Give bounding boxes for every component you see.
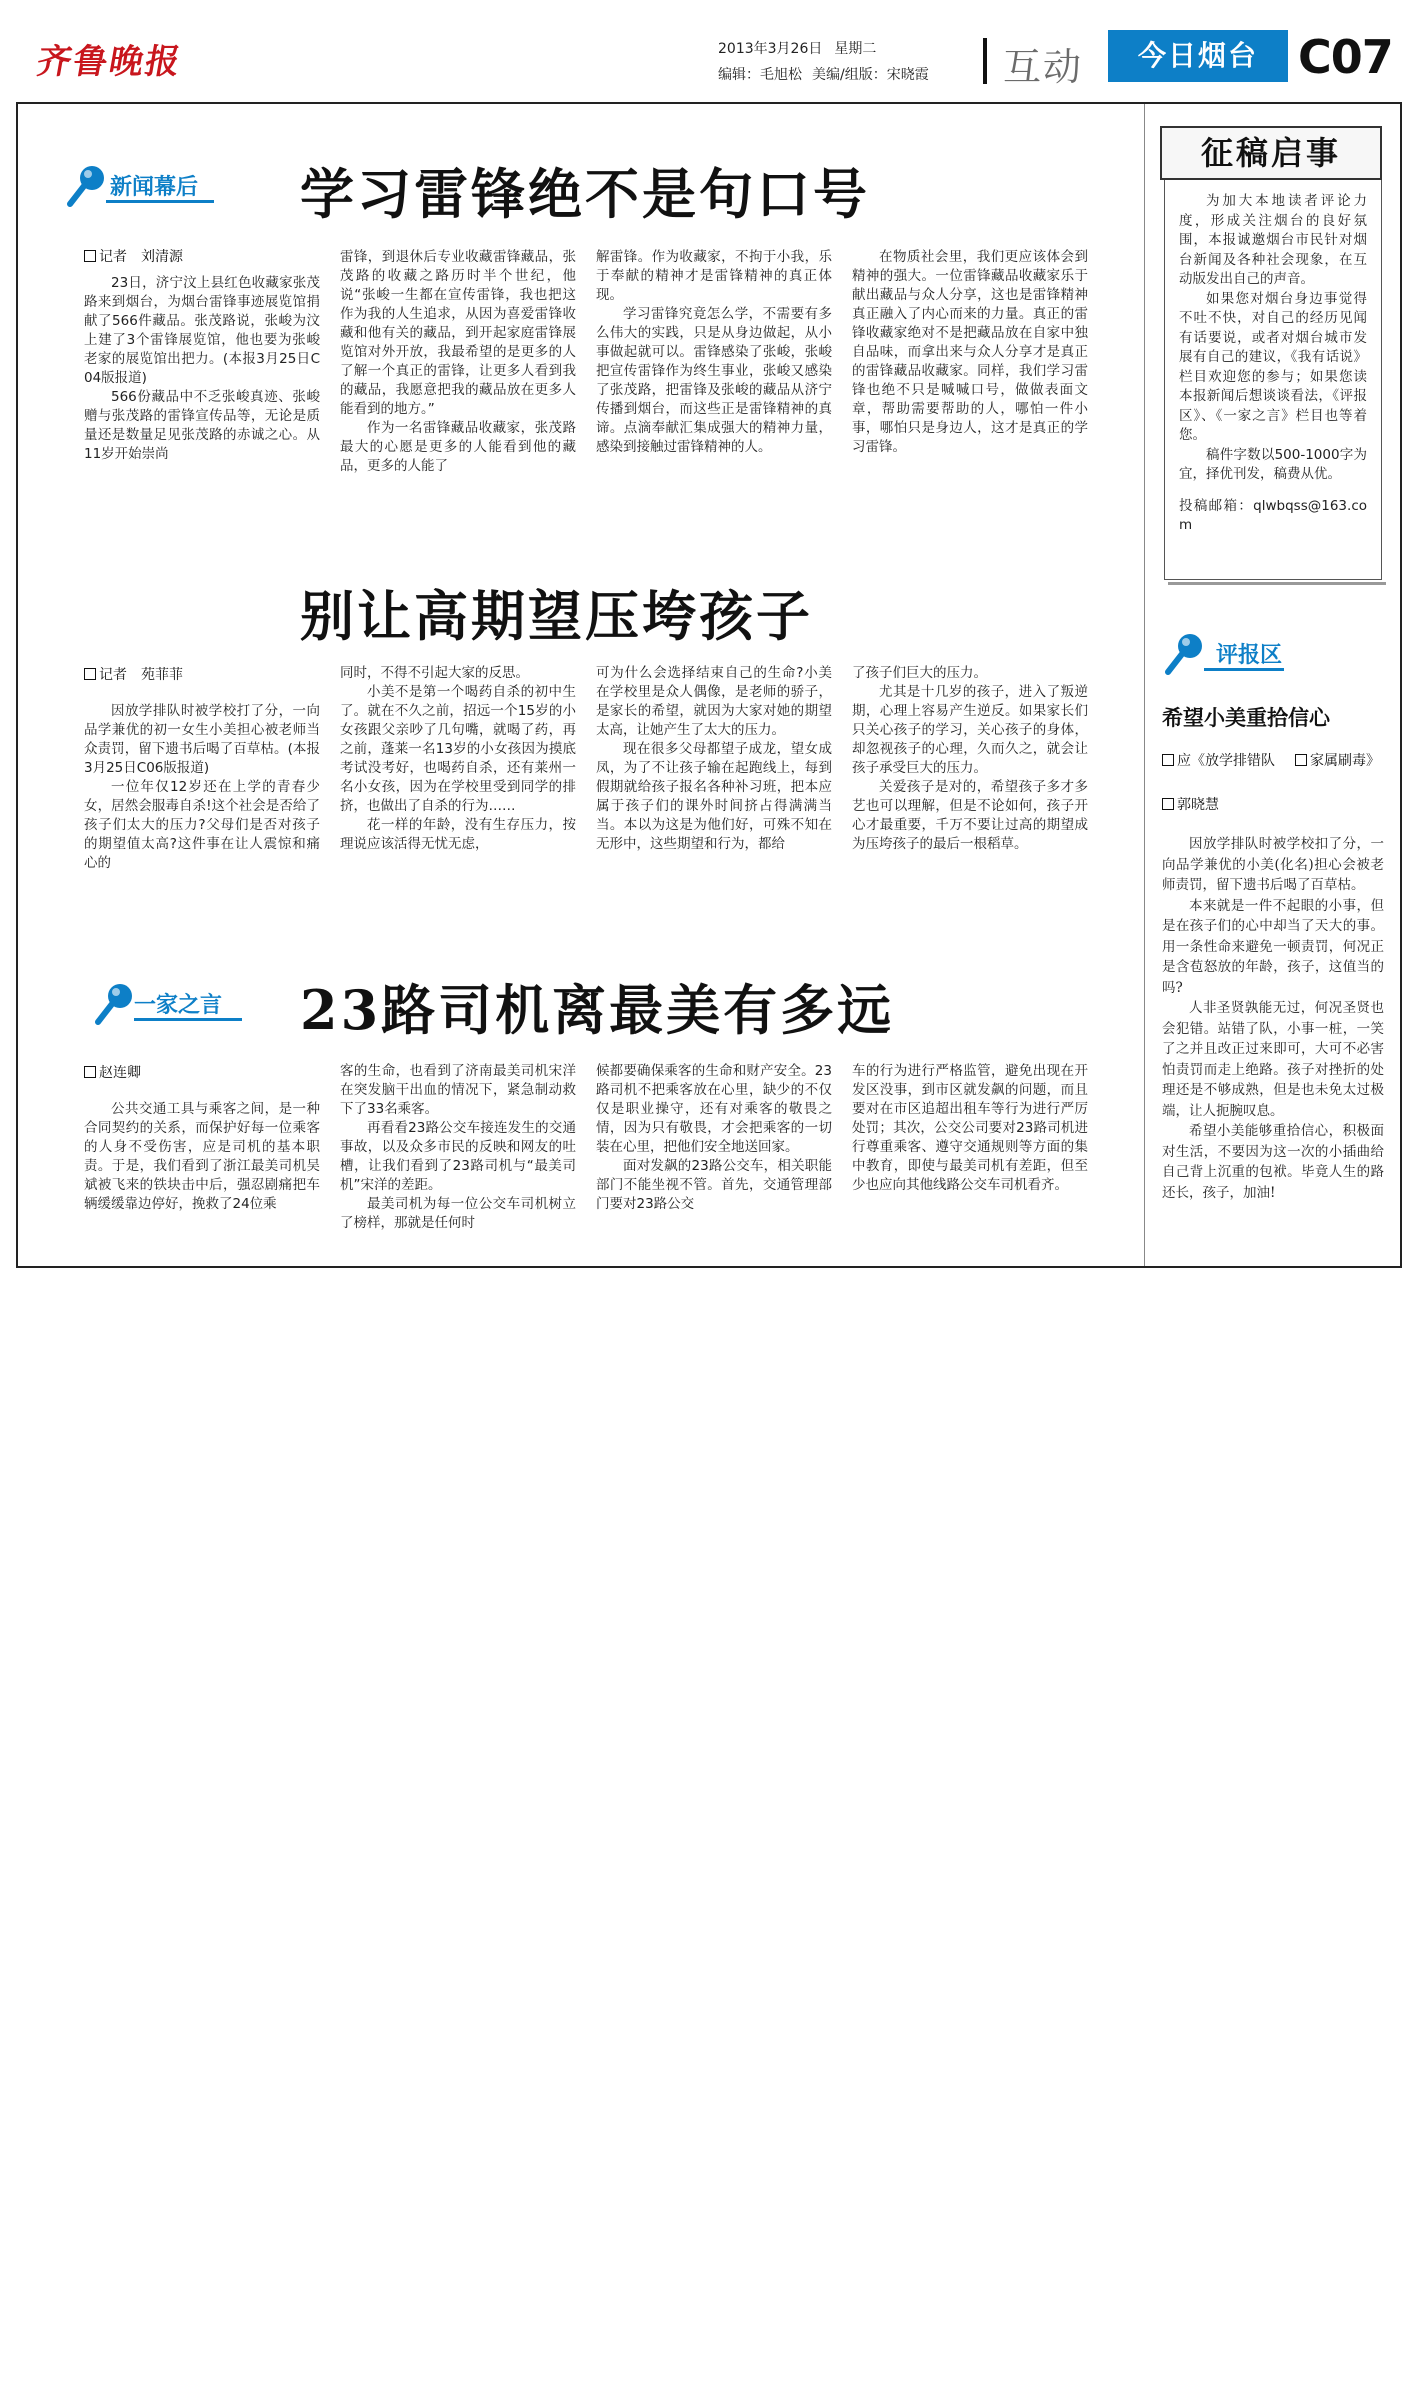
paragraph: 最美司机为每一位公交车司机树立了榜样，那就是任何时 — [340, 1196, 576, 1231]
paragraph: 公共交通工具与乘客之间，是一种合同契约的关系，而保护好每一位乘客的人身不受伤害，应是司机的基本职责。于是，我们看到了浙江最美司机吴斌被飞来的铁块击中后，强忍剧痛把车辆缓缓靠边停好，挽救了24位乘 — [84, 1101, 320, 1212]
call-for-papers-title: 征稿启事 — [1160, 126, 1382, 180]
article-1-column-4 — [852, 248, 1088, 457]
section-tag-label: 一家之言 — [134, 993, 223, 1018]
paragraph: 了孩子们巨大的压力。 — [852, 665, 987, 681]
paragraph: 雷锋，到退休后专业收藏雷锋藏品，张茂路的收藏之路历时半个世纪，他说“张峻一生都在宣传雷锋，我也把这作为我的人生追求，从因为喜爱雷锋收藏和他有关的藏品，到开起家庭雷锋展览馆对外开放，我最希望的是更多的人了解一个真正的雷锋，让更多人看到我的藏品，我愿意把我的藏品放在更多人能看到的地方。” — [340, 249, 576, 417]
paragraph: 小美不是第一个喝药自杀的初中生了。就在不久之前，招远一个15岁的小女孩跟父亲吵了几句嘴，就喝了药，再之前，蓬莱一名13岁的小女孩因为摸底考试没考好，也喝药自杀，还有莱州一名小女孩，因为在学校里受到同学的排挤，也做出了自杀的行为…… — [340, 684, 576, 814]
page-number: C07 — [1298, 30, 1393, 84]
article-3-column-3 — [596, 1062, 832, 1214]
section-tag-one-voice — [90, 978, 250, 1026]
paragraph: 关爱孩子是对的，希望孩子多才多艺也可以理解，但是不论如何，孩子开心才最重要，千万不要让过高的期望成为压垮孩子的最后一根稻草。 — [852, 779, 1088, 852]
paragraph: 面对发飙的23路公交车，相关职能部门不能坐视不管。首先，交通管理部门要对23路公交 — [596, 1158, 832, 1212]
headline-route-23-driver: 23路司机离最美有多远 — [300, 978, 895, 1042]
paragraph: 本来就是一件不起眼的小事，但是在孩子们的心中却当了天大的事。用一条性命来避免一顿责罚，何况正是含苞怒放的年龄，孩子，这值当的吗? — [1162, 897, 1384, 996]
issue-date — [718, 38, 888, 58]
paragraph: 23日，济宁汶上县红色收藏家张茂路来到烟台，为烟台雷锋事迹展览馆捐献了566件藏品。张茂路说，张峻为汶上建了3个雷锋展览馆，他也要为张峻老家的展览馆出把力。(本报3月25日C04版报道) — [84, 275, 320, 386]
reference-text: 家属刷毒》 — [1310, 753, 1380, 769]
date-text: 2013年3月26日 — [718, 41, 823, 57]
paragraph: 花一样的年龄，没有生存压力，按理说应该活得无忧无虑， — [340, 817, 576, 852]
editor-credit: 编辑：毛旭松 — [718, 67, 802, 83]
submission-email: 投稿邮箱：qlwbqss@163.com — [1179, 497, 1367, 533]
section-tag-underline — [106, 200, 214, 203]
paragraph: 作为一名雷锋藏品收藏家，张茂路最大的心愿是更多的人能看到他的藏品，更多的人能了 — [340, 420, 576, 474]
article-3-column-2 — [340, 1062, 576, 1233]
microphone-icon — [1160, 628, 1208, 676]
notice-paragraph: 如果您对烟台身边事觉得不吐不快，对自己的经历见闻有话要说，或者对烟台城市发展有自己的建议，《我有话说》栏目欢迎您的参与；如果您读本报新闻后想谈谈看法，《评报区》、《一家之言》栏目也等着您。 — [1179, 290, 1367, 443]
header-divider — [983, 38, 987, 84]
byline-article-2 — [84, 664, 183, 684]
byline-article-3 — [84, 1062, 141, 1082]
paragraph: 车的行为进行严格监管，避免出现在开发区没事，到市区就发飙的问题，而且要对在市区追超出租车等行为进行严厉处罚；其次，公交公司要对23路司机进行尊重乘客、遵守交通规则等方面的集中教育，即使与最美司机有差距，但至少也应向其他线路公交车司机看齐。 — [852, 1063, 1088, 1193]
microphone-icon — [90, 978, 138, 1026]
section-tag-news-behind — [62, 160, 222, 208]
notice-paragraph: 稿件字数以500-1000字为宜，择优刊发，稿费从优。 — [1179, 446, 1367, 482]
sidebar-divider — [1144, 104, 1145, 1266]
designer-credit: 美编/组版：宋晓霞 — [812, 67, 929, 83]
article-1-column-2 — [340, 248, 576, 476]
call-for-papers-box — [1164, 180, 1382, 580]
paragraph: 学习雷锋究竟怎么学，不需要有多么伟大的实践，只是从身边做起，从小事做起就可以。雷锋感染了张峻，张峻把宣传雷锋作为终生事业，张峻又感染了张茂路，把雷锋及张峻的藏品从济宁传播到烟台，而这些正是雷锋精神的真谛。点滴奉献汇集成强大的精神力量，感染到接触过雷锋精神的人。 — [596, 306, 832, 455]
byline-box-icon — [84, 250, 96, 262]
section-tag-underline — [1204, 668, 1284, 671]
paragraph: 客的生命，也看到了济南最美司机宋洋在突发脑干出血的情况下，紧急制动救下了33名乘客。 — [340, 1063, 576, 1117]
reference-box-icon — [1162, 754, 1174, 766]
sidebar-byline — [1162, 794, 1219, 814]
article-3-column-4 — [852, 1062, 1088, 1195]
paragraph: 同时，不得不引起大家的反思。 — [340, 665, 529, 681]
paragraph: 希望小美能够重拾信心，积极面对生活，不要因为这一次的小插曲给自己背上沉重的包袱。毕竟人生的路还长，孩子，加油! — [1162, 1123, 1384, 1201]
section-tag-label: 新闻幕后 — [110, 175, 199, 200]
paragraph: 人非圣贤孰能无过，何况圣贤也会犯错。站错了队，小事一桩，一笑了之并且改正过来即可，大可不必害怕责罚而走上绝路。孩子对挫折的处理还是不够成熟，但是也未免太过极端，让人扼腕叹息。 — [1162, 1000, 1384, 1119]
byline-text: 记者 苑菲菲 — [99, 667, 183, 683]
edition-badge: 今日烟台 — [1108, 30, 1288, 82]
paragraph: 再看看23路公交车接连发生的交通事故，以及众多市民的反映和网友的吐槽，让我们看到了23路司机与“最美司机”宋洋的差距。 — [340, 1120, 576, 1193]
sidebar-references — [1162, 750, 1400, 770]
headline-high-expectations: 别让高期望压垮孩子 — [300, 584, 813, 648]
weekday-text: 星期二 — [834, 41, 877, 57]
reference-text: 应《放学排错队 — [1177, 753, 1275, 769]
section-tag-label: 评报区 — [1216, 643, 1283, 668]
paragraph: 因放学排队时被学校扣了分，一向品学兼优的小美(化名)担心会被老师责罚，留下遗书后喝了百草枯。 — [1162, 836, 1384, 893]
paragraph: 一位年仅12岁还在上学的青春少女，居然会服毒自杀!这个社会是否给了孩子们太大的压力?父母们是否对孩子的期望值太高?这件事在让人震惊和痛心的 — [84, 779, 320, 871]
byline-box-icon — [84, 1066, 96, 1078]
byline-text: 赵连卿 — [99, 1065, 141, 1081]
article-1-column-3 — [596, 248, 832, 457]
article-2-column-2 — [340, 664, 576, 854]
microphone-icon — [62, 160, 110, 208]
article-1-column-1 — [84, 274, 320, 464]
notice-shadow — [1168, 582, 1386, 585]
article-2-column-3 — [596, 664, 832, 854]
section-tag-underline — [134, 1018, 242, 1021]
paragraph: 现在很多父母都望子成龙，望女成凤，为了不让孩子输在起跑线上，每到假期就给孩子报名各种补习班，把本应属于孩子们的课外时间挤占得满满当当。本以为这是为他们好，可殊不知在无形中，这些期望和行为，都给 — [596, 741, 832, 852]
byline-text: 郭晓慧 — [1177, 797, 1219, 813]
headline-lei-feng: 学习雷锋绝不是句口号 — [300, 162, 870, 226]
article-2-column-1 — [84, 702, 320, 873]
paragraph: 在物质社会里，我们更应该体会到精神的强大。一位雷锋藏品收藏家乐于献出藏品与众人分享，这也是雷锋精神真正融入了内心而来的力量。真正的雷锋收藏家绝对不是把藏品放在自家中独自品味，而拿出来与众人分享才是真正的雷锋藏品收藏家。同样，我们学习雷锋也绝不只是喊喊口号，做做表面文章，帮助需要帮助的人，哪怕一件小事，哪怕只是身边人，这才是真正的学习雷锋。 — [852, 249, 1088, 455]
paragraph: 候都要确保乘客的生命和财产安全。23路司机不把乘客放在心里，缺少的不仅仅是职业操守，还有对乘客的敬畏之情，因为只有敬畏，才会把乘客的一切装在心里，把他们安全地送回家。 — [596, 1063, 832, 1155]
article-2-column-4 — [852, 664, 1088, 854]
newspaper-logo: 齐鲁晚报 — [33, 42, 185, 82]
reference-box-icon — [1295, 754, 1307, 766]
paragraph: 可为什么会选择结束自己的生命?小美在学校里是众人偶像，是老师的骄子，是家长的希望，就因为大家对她的期望太高，让她产生了太大的压力。 — [596, 665, 832, 738]
article-3-column-1 — [84, 1100, 320, 1214]
byline-box-icon — [84, 668, 96, 680]
paragraph: 尤其是十几岁的孩子，进入了叛逆期，心理上容易产生逆反。如果家长们只关心孩子的学习，关心孩子的身体，却忽视孩子的心理，久而久之，就会让孩子承受巨大的压力。 — [852, 684, 1088, 776]
paragraph: 因放学排队时被学校打了分，一向品学兼优的初一女生小美担心被老师当众责罚，留下遗书后喝了百草枯。(本报3月25日C06版报道) — [84, 703, 320, 776]
byline-text: 记者 刘清源 — [99, 249, 183, 265]
byline-box-icon — [1162, 798, 1174, 810]
sidebar-headline: 希望小美重拾信心 — [1162, 706, 1330, 730]
section-tag-review-zone — [1160, 628, 1300, 676]
page-credits — [718, 64, 939, 84]
section-name: 互动 — [1003, 45, 1084, 89]
notice-paragraph: 为加大本地读者评论力度，形成关注烟台的良好氛围，本报诚邀烟台市民针对烟台新闻及各种社会现象，在互动版发出自己的声音。 — [1179, 193, 1367, 287]
sidebar-article-body — [1162, 834, 1384, 1203]
paragraph: 566份藏品中不乏张峻真迹、张峻赠与张茂路的雷锋宣传品等，无论是质量还是数量足见张茂路的赤诚之心。从11岁开始崇尚 — [84, 389, 320, 462]
paragraph: 解雷锋。作为收藏家，不拘于小我，乐于奉献的精神才是雷锋精神的真正体现。 — [596, 249, 832, 303]
byline-article-1 — [84, 246, 183, 266]
